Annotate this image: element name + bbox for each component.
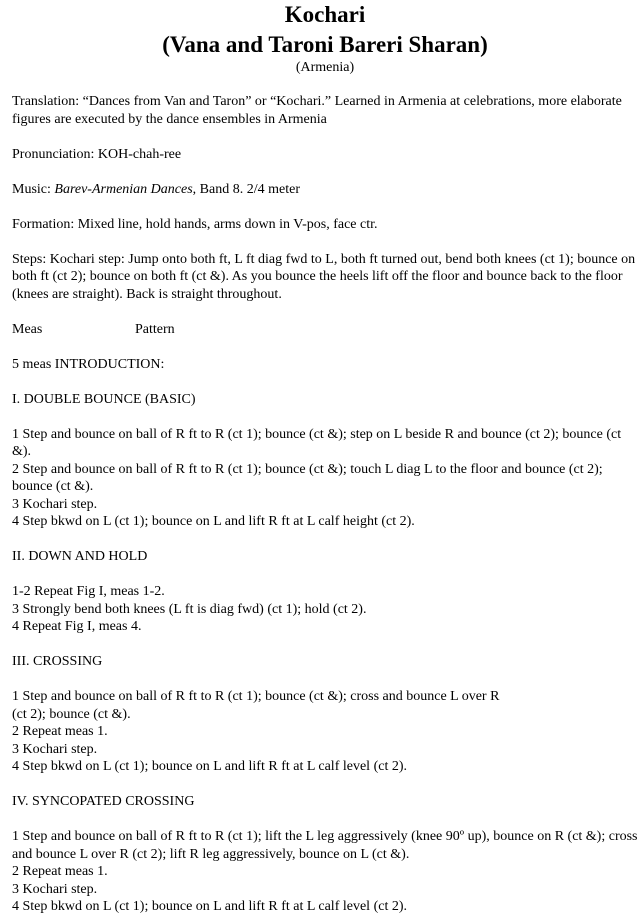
music-paragraph bbox=[12, 181, 638, 199]
figure-heading: I. DOUBLE BOUNCE (BASIC) bbox=[12, 391, 196, 407]
pattern-column-header: Pattern bbox=[135, 321, 175, 337]
figure-line: 2 Repeat meas 1. bbox=[12, 864, 108, 879]
music-prefix: Music: bbox=[12, 181, 55, 197]
figure-heading: IV. SYNCOPATED CROSSING bbox=[12, 794, 195, 809]
figure-line: 1 Step and bounce on ball of R ft to R (ct 1); bounce (ct &); cross and bounce L over R bbox=[12, 689, 500, 704]
figure-line: 4 Repeat Fig I, meas 4. bbox=[12, 619, 142, 634]
music-suffix: , Band 8. 2/4 meter bbox=[192, 181, 300, 197]
figure-line: 1-2 Repeat Fig I, meas 1-2. bbox=[12, 584, 165, 599]
figure-line: 4 Step bkwd on L (ct 1); bounce on L and lift R ft at L calf height (ct 2). bbox=[12, 514, 415, 529]
figure-line: 3 Kochari step. bbox=[12, 881, 98, 897]
translation-paragraph: Translation: “Dances from Van and Taron” or “Kochari.” Learned in Armenia at celebrations, more elaborate figures are executed by the dance ensembles in Armenia bbox=[12, 94, 622, 127]
figure-line: 2 Step and bounce on ball of R ft to R (ct 1); bounce (ct &); touch L diag L to the floor and bounce (ct 2); bounce (ct &). bbox=[12, 461, 603, 494]
figure-line: 3 Kochari step. bbox=[12, 496, 98, 512]
title-line-subtitle: (Vana and Taroni Bareri Sharan) bbox=[162, 32, 488, 57]
formation-paragraph: Formation: Mixed line, hold hands, arms down in V-pos, face ctr. bbox=[12, 216, 378, 232]
country-label: (Armenia) bbox=[295, 60, 355, 75]
introduction-line: 5 meas INTRODUCTION: bbox=[12, 356, 165, 372]
title-line-dance-name: Kochari bbox=[284, 2, 366, 27]
steps-paragraph: Steps: Kochari step: Jump onto both ft, L ft diag fwd to L, both ft turned out, bend both knees (ct 1); bounce on both ft (ct 2); bounce on both ft (ct &). As you bounce the heels lift off the floor and bounce back to the floor (knees are straight). Back is straight throughout. bbox=[12, 251, 636, 302]
figure-heading: III. CROSSING bbox=[12, 654, 103, 669]
figure-line: 3 Kochari step. bbox=[12, 741, 98, 757]
figure-heading: II. DOWN AND HOLD bbox=[12, 549, 148, 564]
figure-body bbox=[12, 426, 638, 531]
figure-line: 1 Step and bounce on ball of R ft to R (ct 1); bounce (ct &); step on L beside R and bounce (ct 2); bounce (ct &). bbox=[12, 426, 622, 459]
figure-line: (ct 2); bounce (ct &). bbox=[12, 706, 131, 722]
figure-line: 3 Strongly bend both knees (L ft is diag fwd) (ct 1); hold (ct 2). bbox=[12, 601, 367, 617]
pronunciation-paragraph: Pronunciation: KOH-chah-ree bbox=[12, 146, 182, 162]
figure-line: 4 Step bkwd on L (ct 1); bounce on L and lift R ft at L calf level (ct 2). bbox=[12, 759, 407, 774]
figure-body bbox=[12, 583, 638, 636]
figure-body bbox=[12, 688, 638, 776]
page-title bbox=[12, 0, 638, 60]
figure-line: 4 Step bkwd on L (ct 1); bounce on L and lift R ft at L calf level (ct 2). bbox=[12, 899, 407, 914]
figure-line: 2 Repeat meas 1. bbox=[12, 724, 108, 739]
figure-body bbox=[12, 828, 638, 916]
dance-document bbox=[12, 0, 638, 916]
figure-line: 1 Step and bounce on ball of R ft to R (ct 1); lift the L leg aggressively (knee 90º up), bounce on R (ct &); cross and bounce L over R (ct 2); lift R leg aggressively, bounce on L (ct &). bbox=[12, 829, 638, 862]
table-header bbox=[12, 321, 638, 339]
music-album-title: Barev-Armenian Dances bbox=[54, 181, 193, 197]
meas-column-header: Meas bbox=[12, 321, 43, 337]
